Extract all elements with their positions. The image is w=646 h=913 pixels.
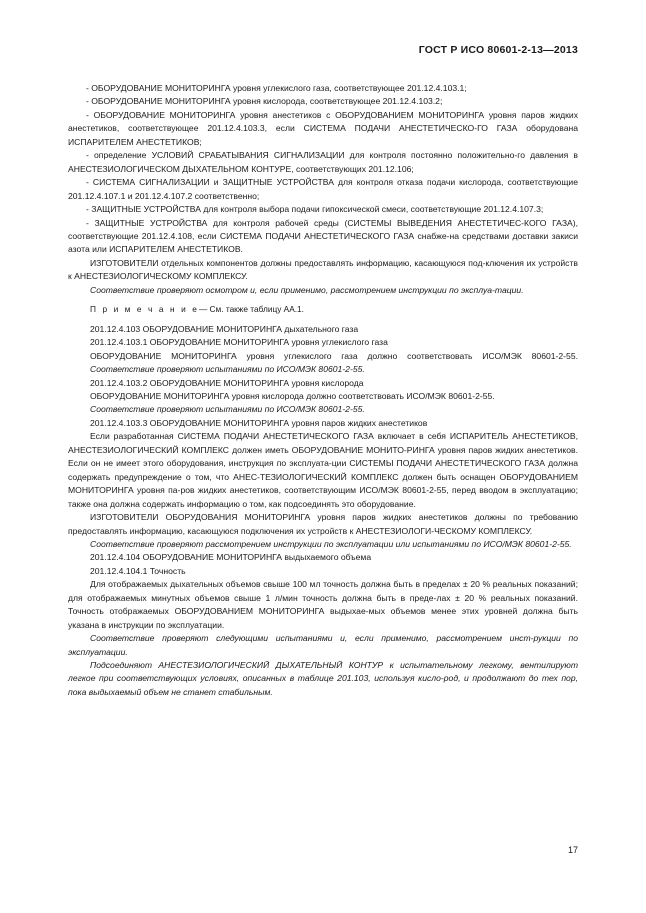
bullet-item: - ЗАЩИТНЫЕ УСТРОЙСТВА для контроля рабочей среды (СИСТЕМЫ ВЫВЕДЕНИЯ АНЕСТЕТИЧЕС-КОГО ГАЗА), соответствующие 201.12.4.108, если СИСТЕМА ПОДАЧИ АНЕСТЕТИЧЕСКОГО ГАЗА снабже-на средствами доставки закиси азота или ИСПАРИТЕЛЕМ АНЕСТЕТИКОВ. [68,217,578,255]
page-number: 17 [567,845,578,855]
note-text: — См. также таблицу АА.1. [198,304,304,315]
bullet-item: - ОБОРУДОВАНИЕ МОНИТОРИНГА уровня углекислого газа, соответствующее 201.12.4.103.1; [86,83,467,93]
note-label: П р и м е ч а н и е [90,304,199,315]
bullet-item: - определение УСЛОВИЙ СРАБАТЫВАНИЯ СИГНАЛИЗАЦИИ для контроля постоянно положительно-го давления в АНЕСТЕЗИОЛОГИЧЕСКОМ ДЫХАТЕЛЬНОМ КОНТУРЕ, соответствующих 201.12.106; [68,150,578,174]
bullet-item: - СИСТЕМА СИГНАЛИЗАЦИИ и ЗАЩИТНЫЕ УСТРОЙСТВА для контроля отказа подачи кислорода, соответствующие 201.12.4.107.1 и 201.12.4.107.2 соответственно; [68,177,578,201]
paragraph-201-12-4-103-2: ОБОРУДОВАНИЕ МОНИТОРИНГА уровня кислорода должно соответствовать ИСО/МЭК 80601-2-55. [90,390,495,401]
bullet-item: - ОБОРУДОВАНИЕ МОНИТОРИНГА уровня анестетиков с ОБОРУДОВАНИЕМ МОНИТОРИНГА уровня паров жидких анестетиков, соответствующее 201.12.4.103.3, если СИСТЕМА ПОДАЧИ АНЕСТЕТИЧЕСКО-ГО ГАЗА оборудована ИСПАРИТЕЛЕМ АНЕСТЕТИКОВ; [68,109,578,147]
page-header-standard-number: ГОСТ Р ИСО 80601-2-13—2013 [418,44,578,56]
conformity-201-12-4-103-1: Соответствие проверяют испытаниями по ИСО/МЭК 80601-2-55. [90,364,365,375]
note-block [68,303,578,316]
paragraph-201-12-4-103-3: Если разработанная СИСТЕМА ПОДАЧИ АНЕСТЕТИЧЕСКОГО ГАЗА включает в себя ИСПАРИТЕЛЬ АНЕСТЕТИКОВ, АНЕСТЕЗИОЛОГИЧЕСКИЙ КОМПЛЕКС должен иметь ОБОРУДОВАНИЕ МОНИТО-РИНГА уровня паров жидких анестетиков. Если он не имеет этого оборудования, инструкция по эксплуата-ции СИСТЕМЫ ПОДАЧИ АНЕСТЕТИЧЕСКОГО ГАЗА должна содержать предупреждение о том, что АНЕС-ТЕЗИОЛОГИЧЕСКИЙ КОМПЛЕКС должен быть оснащен ОБОРУДОВАНИЕМ МОНИТОРИНГА уровня па-ров жидких анестетиков, соответствующим ИСО/МЭК 80601-2-55, перед вводом в эксплуатацию; также она должна содержать информацию о том, как подсоединять это оборудование. [68,431,578,509]
bullet-item: - ЗАЩИТНЫЕ УСТРОЙСТВА для контроля выбора подачи гипоксической смеси, соответствующие 201.12.4.107.3; [86,204,544,215]
paragraph-201-12-4-103-1: ОБОРУДОВАНИЕ МОНИТОРИНГА уровня углекислого газа должно соответствовать ИСО/МЭК 80601-2-55. [90,350,578,361]
conformity-201-12-4-103-3: Соответствие проверяют рассмотрением инструкции по эксплуатации или испытаниями по ИСО/МЭК 80601-2-55. [90,538,572,549]
document-body [68,82,578,699]
conformity-statement: Соответствие проверяют осмотром и, если применимо, рассмотрением инструкции по эксплуа-тации. [90,284,524,295]
section-heading-201-12-4-103-3: 201.12.4.103.3 ОБОРУДОВАНИЕ МОНИТОРИНГА уровня паров жидких анестетиков [90,417,428,428]
manufacturers-paragraph: ИЗГОТОВИТЕЛИ отдельных компонентов должны предоставлять информацию, касающуюся под-ключения их устройств к АНЕСТЕЗИОЛОГИЧЕСКОМУ КОМПЛЕКСУ. [68,257,578,282]
section-heading-201-12-4-103-1: 201.12.4.103.1 ОБОРУДОВАНИЕ МОНИТОРИНГА уровня углекислого газа [90,337,388,348]
conformity-201-12-4-104-1: Соответствие проверяют следующими испытаниями и, если применимо, рассмотрением инст-рукции по эксплуатации. [68,633,578,657]
conformity-201-12-4-103-2: Соответствие проверяют испытаниями по ИСО/МЭК 80601-2-55. [90,404,365,415]
paragraph-201-12-4-104-1: Для отображаемых дыхательных объемов свыше 100 мл точность должна быть в пределах ± 20 % реальных показаний; для отображаемых минутных объемов свыше 1 л/мин точность должна быть в преде-лах ± 20 % реальных показаний. Точность отображаемых ОБОРУДОВАНИЕМ МОНИТОРИНГА выдыхае-мых объемов менее этих уровней должна быть указана в инструкции по эксплуатации. [68,579,578,630]
paragraph-201-12-4-103-3-manufacturers: ИЗГОТОВИТЕЛИ ОБОРУДОВАНИЯ МОНИТОРИНГА уровня паров жидких анестетиков должны по требованию предоставлять информацию, касающуюся подключения их устройств к АНЕСТЕЗИОЛОГИ-ЧЕСКОМУ КОМПЛЕКСУ. [68,512,578,536]
test-procedure-201-12-4-104-1: Подсоединяют АНЕСТЕЗИОЛОГИЧЕСКИЙ ДЫХАТЕЛЬНЫЙ КОНТУР к испытательному легкому, вентилируют легкое при соответствующих условиях, описанных в таблице 201.103, используя кисло-род, и продолжают до тех пор, пока выдыхаемый объем не станет стабильным. [68,660,578,697]
section-heading-201-12-4-103-2: 201.12.4.103.2 ОБОРУДОВАНИЕ МОНИТОРИНГА уровня кислорода [90,377,364,388]
section-heading-201-12-4-104: 201.12.4.104 ОБОРУДОВАНИЕ МОНИТОРИНГА выдыхаемого объема [90,552,372,563]
bullet-item: - ОБОРУДОВАНИЕ МОНИТОРИНГА уровня кислорода, соответствующее 201.12.4.103.2; [86,96,443,107]
section-heading-201-12-4-104-1: 201.12.4.104.1 Точность [90,565,186,576]
section-heading-201-12-4-103: 201.12.4.103 ОБОРУДОВАНИЕ МОНИТОРИНГА дыхательного газа [90,323,359,334]
